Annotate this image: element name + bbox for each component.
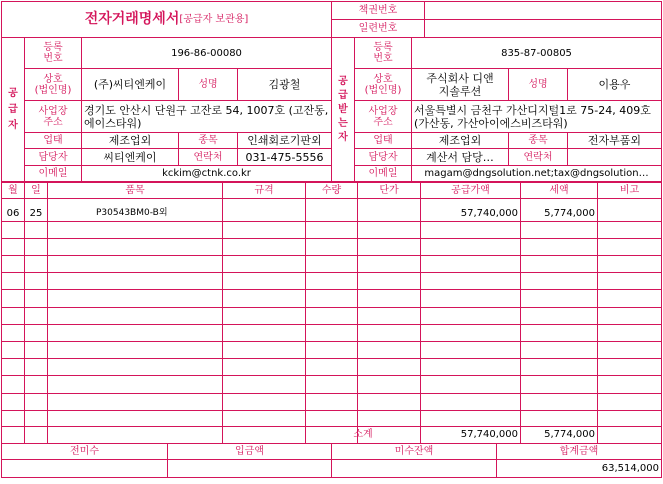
grid-line bbox=[1, 255, 662, 256]
supplier-company: (주)씨티엔케이 bbox=[93, 78, 167, 91]
supplier-phone-label: 연락처 bbox=[193, 151, 223, 163]
paid-label: 입금액 bbox=[235, 446, 264, 457]
grid-line bbox=[1, 393, 662, 394]
receiver-address: 서울특별시 금천구 가산디지털1로 75-24, 409호(가산동, 가산아이에스비즈타워) bbox=[414, 103, 651, 130]
col-header-supply: 공급가액 bbox=[451, 185, 490, 196]
grid-line bbox=[1, 289, 662, 290]
receiver-name-label: 성명 bbox=[528, 79, 548, 90]
receiver-contact-label: 담당자 bbox=[368, 151, 398, 163]
receiver-phone-label: 연락처 bbox=[523, 151, 553, 163]
receiver-email: magam@dngsolution.net;tax@dngsolution… bbox=[424, 168, 649, 179]
receiver-reg-no-label: 등록 번호 bbox=[373, 42, 393, 64]
receiver-biz-type: 제조업외 bbox=[438, 134, 482, 147]
serial-no-label: 일련번호 bbox=[358, 23, 398, 34]
supplier-biz-item-label: 종목 bbox=[198, 135, 218, 146]
grid-line bbox=[1, 221, 662, 222]
subtotal-tax: 5,774,000 bbox=[544, 429, 595, 440]
row-tax: 5,774,000 bbox=[544, 207, 595, 219]
receiver-side-char: 자 bbox=[338, 131, 348, 143]
supplier-reg-no-label: 등록 번호 bbox=[43, 42, 63, 64]
receiver-name: 이용우 bbox=[598, 78, 631, 91]
total-label: 합계금액 bbox=[559, 446, 599, 457]
col-header-month: 월 bbox=[8, 185, 18, 196]
grid-line bbox=[1, 238, 662, 239]
receiver-biz-item-label: 종목 bbox=[528, 135, 548, 146]
title-text: 전자거래명세서 bbox=[84, 10, 180, 27]
receiver-email-label: 이메일 bbox=[368, 168, 398, 179]
receiver-phone bbox=[568, 149, 661, 165]
subtotal-label: 소계 bbox=[353, 429, 373, 440]
receiver-side-char: 는 bbox=[338, 117, 348, 129]
receiver-biz-type-label: 업태 bbox=[373, 135, 393, 146]
book-no-label: 책권번호 bbox=[358, 5, 398, 16]
supplier-name: 김광철 bbox=[268, 78, 301, 91]
supplier-email: kckim@ctnk.co.kr bbox=[162, 168, 251, 179]
receiver-address-label: 사업장 주소 bbox=[368, 105, 398, 128]
supplier-side-char: 공 bbox=[8, 87, 18, 99]
paid-amount bbox=[168, 460, 331, 476]
supplier-name-label: 성명 bbox=[198, 79, 218, 90]
receiver-side-label bbox=[332, 38, 354, 181]
col-header-tax: 세액 bbox=[549, 185, 569, 196]
receiver-company: 주식회사 디앤 지솔루션 bbox=[426, 71, 494, 98]
supplier-reg-no: 196-86-00080 bbox=[171, 47, 242, 59]
grid-line bbox=[1, 341, 662, 342]
grid-line bbox=[1, 324, 662, 325]
grid-line bbox=[1, 307, 662, 308]
unpaid-amount bbox=[332, 460, 496, 476]
col-header-price: 단가 bbox=[379, 185, 399, 196]
receiver-contact: 계산서 담당… bbox=[426, 150, 494, 164]
grid-line bbox=[661, 1, 662, 478]
total-amount: 63,514,000 bbox=[601, 462, 659, 474]
grid-line bbox=[1, 272, 662, 273]
supplier-biz-type: 제조업외 bbox=[108, 134, 152, 147]
supplier-side-char: 급 bbox=[8, 103, 18, 115]
receiver-biz-item: 전자부품외 bbox=[587, 134, 642, 147]
subtotal-supply: 57,740,000 bbox=[460, 429, 518, 440]
grid-line bbox=[1, 375, 662, 376]
grid-line bbox=[1, 198, 662, 199]
receiver-company-label: 상호 (법인명) bbox=[364, 73, 402, 96]
supplier-contact-label: 담당자 bbox=[38, 151, 68, 163]
supplier-address-label: 사업장 주소 bbox=[38, 105, 68, 128]
row-day: 25 bbox=[29, 207, 43, 219]
receiver-side-char: 급 bbox=[338, 89, 348, 101]
supplier-biz-item: 인쇄회로기판외 bbox=[247, 134, 322, 147]
row-month: 06 bbox=[6, 207, 20, 219]
grid-line bbox=[1, 410, 662, 411]
supplier-side-char: 자 bbox=[8, 119, 18, 131]
supplier-address: 경기도 안산시 단원구 고잔로 54, 1007호 (고잔동, 에이스타워) bbox=[84, 103, 329, 130]
supplier-email-label: 이메일 bbox=[38, 168, 68, 179]
col-header-spec: 규격 bbox=[254, 185, 274, 196]
receiver-reg-no: 835-87-00805 bbox=[501, 47, 572, 59]
receiver-side-char: 받 bbox=[338, 103, 348, 115]
document-title bbox=[2, 2, 331, 36]
supplier-contact: 씨티엔케이 bbox=[103, 150, 157, 164]
supplier-phone: 031-475-5556 bbox=[245, 150, 324, 164]
row-supply: 57,740,000 bbox=[460, 207, 518, 219]
supplier-biz-type-label: 업태 bbox=[43, 135, 63, 146]
col-header-qty: 수량 bbox=[321, 185, 342, 196]
grid-line bbox=[1, 358, 662, 359]
unpaid-label: 미수잔액 bbox=[394, 446, 434, 457]
prev-balance bbox=[2, 460, 167, 476]
col-header-note: 비고 bbox=[619, 185, 640, 196]
col-header-item: 품목 bbox=[125, 185, 145, 196]
supplier-company-label: 상호 (법인명) bbox=[34, 73, 72, 96]
row-item: P30543BM0-B외 bbox=[96, 207, 168, 218]
col-header-day: 일 bbox=[31, 185, 41, 196]
receiver-side-char: 공 bbox=[338, 75, 348, 87]
prev-balance-label: 전미수 bbox=[70, 446, 99, 457]
title-subtitle: [공급자 보관용] bbox=[179, 13, 249, 25]
supplier-side-label bbox=[2, 38, 24, 181]
